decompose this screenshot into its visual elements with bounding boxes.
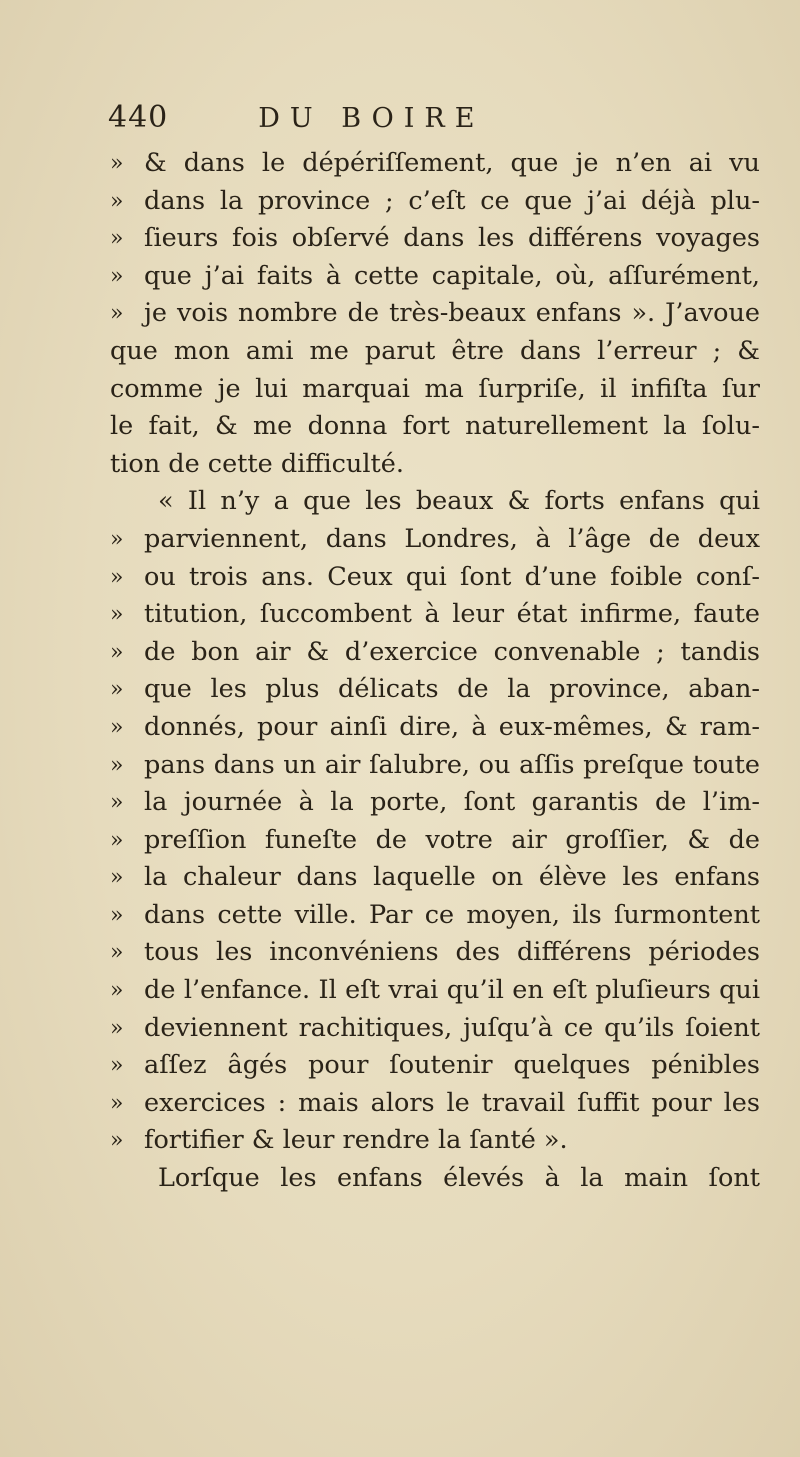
text-line xyxy=(110,371,760,409)
quote-mark: » xyxy=(110,151,124,176)
line-text: la chaleur dans laquelle on élève les enfans xyxy=(144,862,760,893)
body-text xyxy=(110,145,760,1198)
text-line xyxy=(110,671,760,709)
text-line xyxy=(110,559,760,597)
quote-mark: » xyxy=(110,639,124,665)
line-text: dans cette ville. Par ce moyen, ils ſurmontent xyxy=(144,899,760,930)
quote-mark: » xyxy=(110,1128,124,1154)
line-text: ſieurs fois obſervé dans les différens voyages xyxy=(144,223,760,254)
text-line xyxy=(110,145,760,183)
text-line xyxy=(110,1122,760,1160)
line-text: donnés, pour ainſi dire, à eux-mêmes, & ram- xyxy=(144,711,760,742)
quote-mark: » xyxy=(110,865,124,891)
quote-mark: » xyxy=(110,301,124,327)
text-line xyxy=(110,709,760,747)
text-line xyxy=(110,634,760,672)
quote-mark: » xyxy=(110,790,124,816)
text-line xyxy=(110,295,760,333)
page-header xyxy=(108,100,668,140)
text-line xyxy=(110,972,760,1010)
line-text: de bon air & d’exercice convenable ; tandis xyxy=(144,636,760,667)
line-text: titution, ſuccombent à leur état infirme, faute xyxy=(144,599,760,630)
line-text: ou trois ans. Ceux qui ſont d’une foible conſ- xyxy=(144,561,760,592)
text-line xyxy=(110,596,760,634)
quote-mark: » xyxy=(110,602,124,628)
text-line xyxy=(110,258,760,296)
line-text: pans dans un air ſalubre, ou aſſis preſque toute xyxy=(144,749,760,780)
line-text: deviennent rachitiques, juſqu’à ce qu’ils ſoient xyxy=(144,1012,760,1043)
quote-mark: » xyxy=(110,827,124,853)
text-line xyxy=(110,1010,760,1048)
text-line xyxy=(110,784,760,822)
text-line xyxy=(110,822,760,860)
quote-mark: » xyxy=(110,1015,124,1041)
line-text: Lorſque les enfans élevés à la main ſont xyxy=(158,1163,760,1194)
text-line xyxy=(110,446,760,484)
quote-mark: » xyxy=(110,263,124,289)
quote-mark: » xyxy=(110,902,124,928)
running-head: DU BOIRE xyxy=(258,103,485,134)
quote-mark: » xyxy=(110,564,124,590)
line-text: tion de cette difficulté. xyxy=(110,448,404,479)
text-line xyxy=(110,183,760,221)
quote-mark: » xyxy=(110,226,124,252)
quote-mark: » xyxy=(110,1053,124,1079)
text-line xyxy=(110,220,760,258)
text-line xyxy=(110,859,760,897)
quote-mark: » xyxy=(110,940,124,966)
line-text: & dans le dépériſſement, que je n’en ai vu xyxy=(144,148,760,178)
line-text: que j’ai faits à cette capitale, où, aſſurément, xyxy=(144,260,760,291)
text-line xyxy=(110,408,760,446)
page-number: 440 xyxy=(108,100,169,135)
quote-mark: » xyxy=(110,677,124,703)
line-text: de l’enfance. Il eſt vrai qu’il en eſt pluſieurs qui xyxy=(144,975,760,1006)
quote-mark: » xyxy=(110,714,124,740)
text-line xyxy=(110,483,760,521)
quote-mark: » xyxy=(110,526,124,552)
line-text: je vois nombre de très-beaux enfans ». J’avoue xyxy=(144,298,760,329)
text-line xyxy=(110,747,760,785)
quote-mark: » xyxy=(110,978,124,1004)
line-text: exercices : mais alors le travail ſuffit pour les xyxy=(144,1087,760,1118)
line-text: le fait, & me donna fort naturellement la ſolu- xyxy=(110,411,760,442)
quote-mark: » xyxy=(110,752,124,778)
text-line xyxy=(110,1047,760,1085)
line-text: dans la province ; c’eſt ce que j’ai déjà plu- xyxy=(144,185,760,216)
text-line xyxy=(110,1085,760,1123)
text-line xyxy=(110,521,760,559)
text-line xyxy=(110,333,760,371)
line-text: que les plus délicats de la province, aban- xyxy=(144,674,760,705)
line-text: que mon ami me parut être dans l’erreur ; & xyxy=(110,335,760,366)
text-line xyxy=(110,897,760,935)
line-text: « Il n’y a que les beaux & forts enfans qui xyxy=(158,486,760,517)
text-line xyxy=(110,1160,760,1198)
quote-mark: » xyxy=(110,1090,124,1116)
line-text: fortifier & leur rendre la ſanté ». xyxy=(144,1125,568,1156)
line-text: la journée à la porte, ſont garantis de l’im- xyxy=(144,787,760,818)
line-text: preſſion funeſte de votre air groſſier, & de xyxy=(144,824,760,855)
line-text: comme je lui marquai ma ſurpriſe, il infiſta ſur xyxy=(110,373,760,404)
line-text: tous les inconvéniens des différens périodes xyxy=(144,937,760,968)
line-text: parviennent, dans Londres, à l’âge de deux xyxy=(144,523,760,554)
line-text: aſſez âgés pour ſoutenir quelques pénibles xyxy=(144,1050,760,1081)
quote-mark: » xyxy=(110,188,124,214)
text-line xyxy=(110,934,760,972)
